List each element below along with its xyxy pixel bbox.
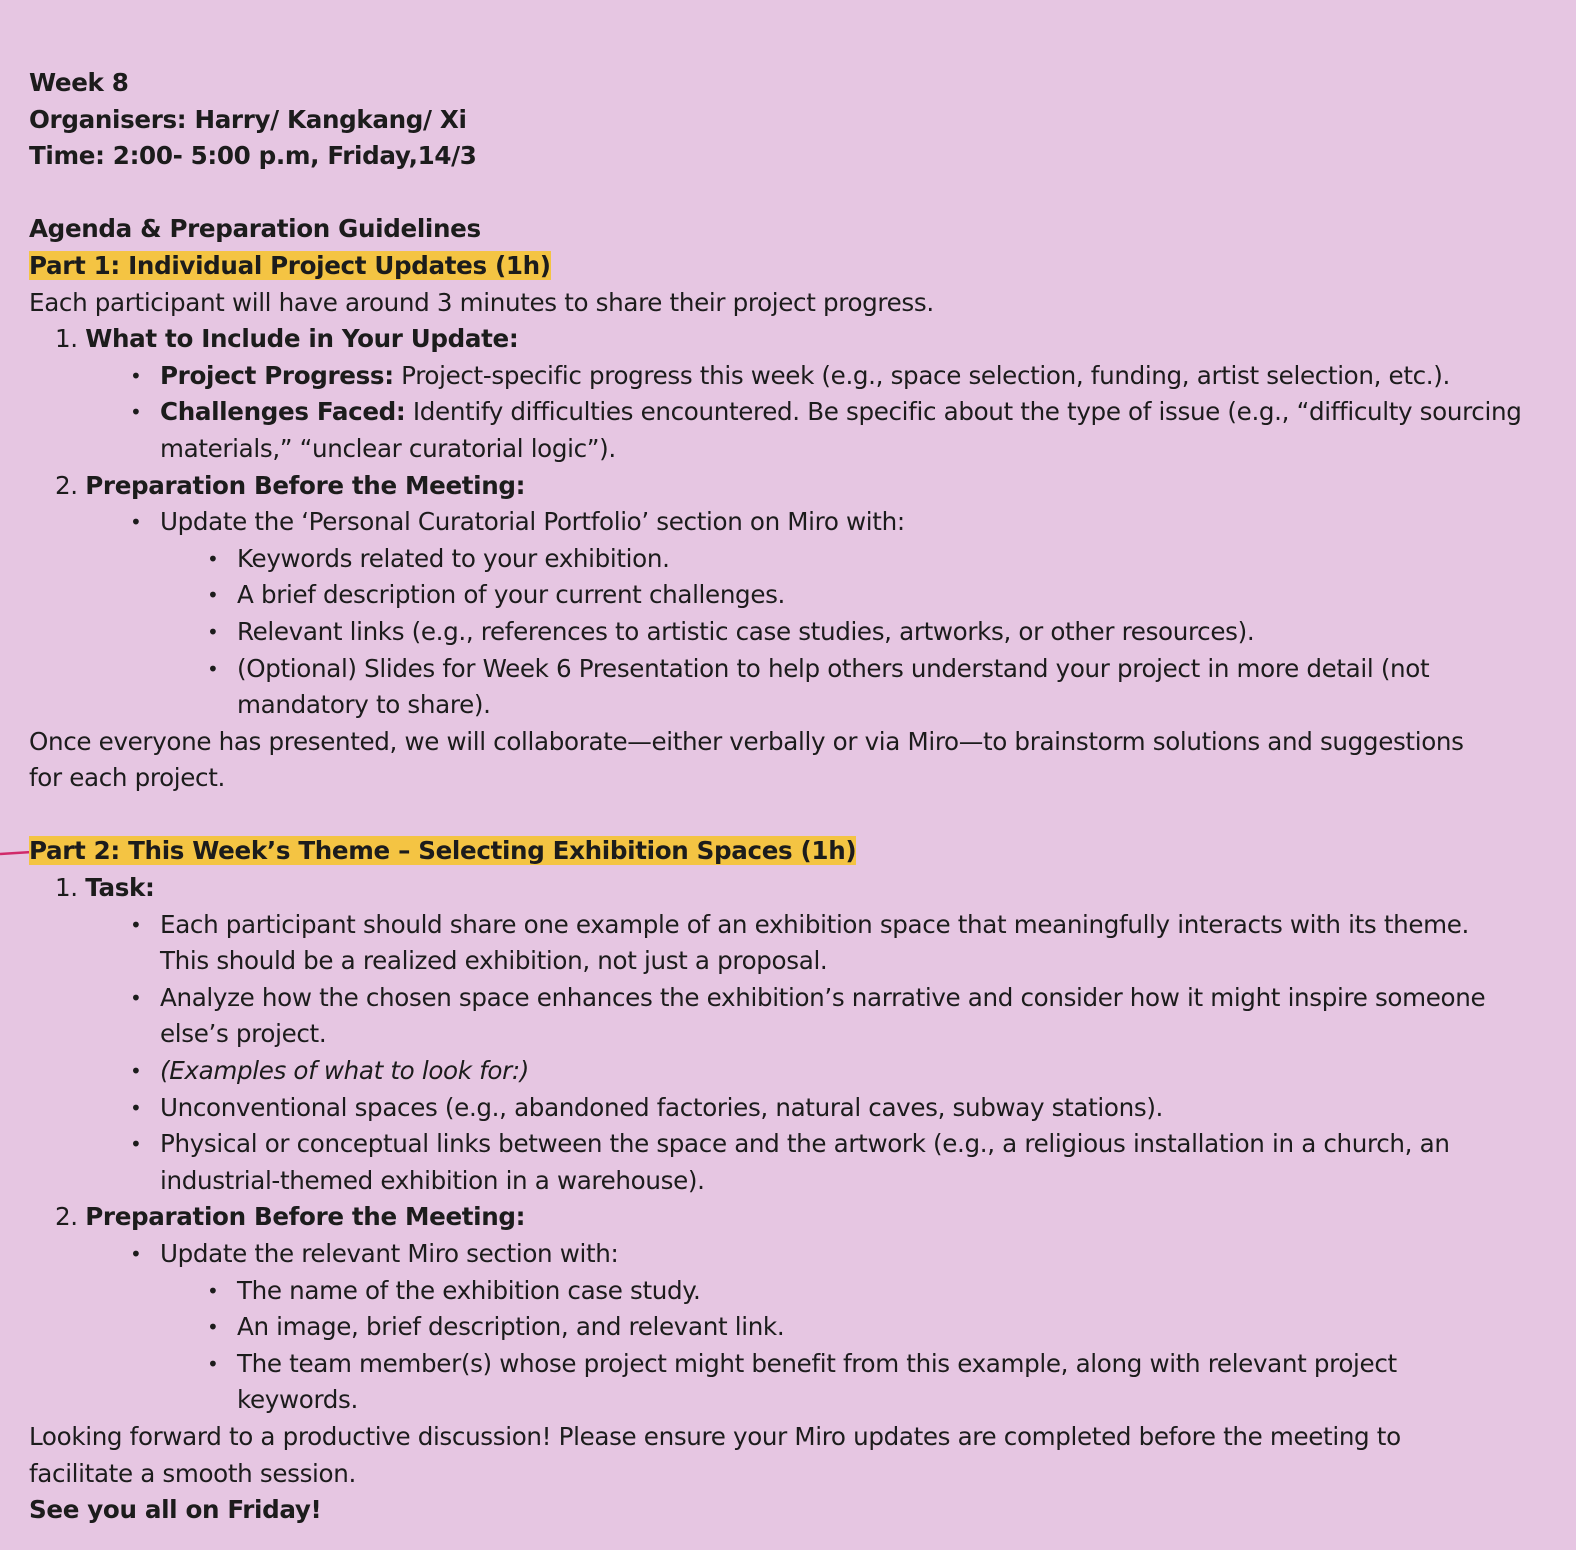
list-item	[29, 358, 1559, 395]
list-item-text: An image, brief description, and relevant link.	[237, 1312, 785, 1342]
bullet-icon: •	[207, 546, 219, 571]
bullet-icon: •	[207, 619, 219, 644]
list-item-text: Unconventional spaces (e.g., abandoned factories, natural caves, subway stations).	[160, 1092, 1164, 1122]
note-content	[29, 65, 1559, 1529]
part1-closing: Once everyone has presented, we will collaborate—either verbally or via Miro—to brainstorm solutions and suggestions	[29, 726, 1464, 756]
update-text: Update the ‘Personal Curatorial Portfolio’ section on Miro with:	[160, 507, 905, 537]
numbered-item	[29, 321, 1559, 358]
list-item-text: Analyze how the chosen space enhances the exhibition’s narrative and consider how it might inspire someone	[160, 982, 1486, 1012]
list-item-text: Relevant links (e.g., references to artistic case studies, artworks, or other resources).	[237, 616, 1255, 646]
list-item	[29, 1090, 1559, 1127]
bullet-icon: •	[130, 1059, 142, 1084]
part2-heading: Part 2: This Week’s Theme – Selecting Exhibition Spaces (1h)	[29, 836, 857, 866]
list-item	[29, 504, 1559, 541]
list-item-text: Each participant should share one example of an exhibition space that meaningfully interacts with its theme.	[160, 909, 1470, 939]
bullet-icon: •	[130, 363, 142, 388]
list-item-continuation: else’s project.	[160, 1019, 327, 1049]
item-number: 1.	[55, 324, 78, 354]
bullet-icon: •	[207, 1351, 219, 1376]
signoff: See you all on Friday!	[29, 1495, 322, 1525]
part1-closing-cont: for each project.	[29, 763, 225, 793]
list-item-continuation: mandatory to share).	[237, 690, 491, 720]
item-number: 2.	[55, 470, 78, 500]
spacer	[29, 175, 1559, 212]
item-title: What to Include in Your Update:	[85, 324, 519, 354]
list-item	[29, 1346, 1559, 1383]
list-item-text: Update the relevant Miro section with:	[160, 1239, 619, 1268]
bullet-icon: •	[130, 1132, 142, 1157]
numbered-item	[29, 870, 1559, 907]
list-item	[29, 1309, 1559, 1346]
item-number: 2.	[55, 1202, 78, 1232]
list-item-text: Keywords related to your exhibition.	[237, 543, 670, 573]
challenges-label: Challenges Faced:	[160, 397, 406, 427]
list-item	[29, 1053, 1559, 1090]
bullet-icon: •	[130, 1095, 142, 1120]
connector-line[interactable]	[0, 850, 32, 856]
list-item	[29, 1273, 1559, 1310]
spacer	[29, 797, 1559, 834]
list-item-continuation: This should be a realized exhibition, not just a proposal.	[160, 946, 828, 976]
list-item	[29, 394, 1559, 431]
progress-label: Project Progress:	[160, 360, 394, 390]
item-title: Task:	[85, 873, 155, 903]
list-item-text: A brief description of your current challenges.	[237, 580, 786, 610]
list-item-text: The name of the exhibition case study.	[237, 1275, 701, 1305]
list-item-text: (Optional) Slides for Week 6 Presentation to help others understand your project in more detail (not	[237, 653, 1430, 683]
week-title: Week 8	[29, 68, 129, 97]
list-item	[29, 577, 1559, 614]
list-item	[29, 1126, 1559, 1163]
list-item	[29, 541, 1559, 578]
list-item-continuation: keywords.	[237, 1385, 358, 1415]
item-title: Preparation Before the Meeting:	[85, 470, 526, 500]
item-title: Preparation Before the Meeting:	[85, 1202, 526, 1232]
bullet-icon: •	[130, 985, 142, 1010]
progress-text: Project-specific progress this week (e.g., space selection, funding, artist selection, etc.).	[393, 360, 1450, 390]
part1-heading: Part 1: Individual Project Updates (1h)	[29, 250, 551, 280]
organisers-line: Organisers: Harry/ Kangkang/ Xi	[29, 104, 467, 134]
list-item	[29, 651, 1559, 688]
bullet-icon: •	[130, 510, 142, 535]
bullet-icon: •	[130, 1242, 142, 1266]
list-item	[29, 907, 1559, 944]
footer-closing: Looking forward to a productive discussion! Please ensure your Miro updates are completed before the meeting to	[29, 1421, 1401, 1451]
list-item	[29, 614, 1559, 651]
bullet-icon: •	[130, 400, 142, 425]
footer-closing-cont: facilitate a smooth session.	[29, 1458, 356, 1488]
challenges-text: Identify difficulties encountered. Be specific about the type of issue (e.g., “difficulty sourcing	[405, 397, 1522, 427]
bullet-icon: •	[207, 583, 219, 608]
item-number: 1.	[55, 873, 78, 903]
bullet-icon: •	[207, 1315, 219, 1340]
part1-intro: Each participant will have around 3 minutes to share their project progress.	[29, 287, 934, 317]
list-item-text: Physical or conceptual links between the space and the artwork (e.g., a religious installation in a church, an	[160, 1129, 1450, 1159]
list-item-continuation: industrial-themed exhibition in a warehouse).	[160, 1165, 705, 1195]
numbered-item	[29, 1199, 1559, 1236]
time-line: Time: 2:00- 5:00 p.m, Friday,14/3	[29, 141, 477, 171]
list-item	[29, 980, 1559, 1017]
bullet-icon: •	[207, 1278, 219, 1303]
list-item	[29, 1236, 1559, 1273]
agenda-title: Agenda & Preparation Guidelines	[29, 214, 481, 244]
list-item-continuation: materials,” “unclear curatorial logic”).	[160, 433, 616, 463]
bullet-icon: •	[207, 656, 219, 681]
list-item-text: The team member(s) whose project might benefit from this example, along with relevant project	[237, 1348, 1397, 1378]
numbered-item	[29, 468, 1559, 505]
list-item-text: (Examples of what to look for:)	[160, 1056, 530, 1086]
bullet-icon: •	[130, 912, 142, 937]
